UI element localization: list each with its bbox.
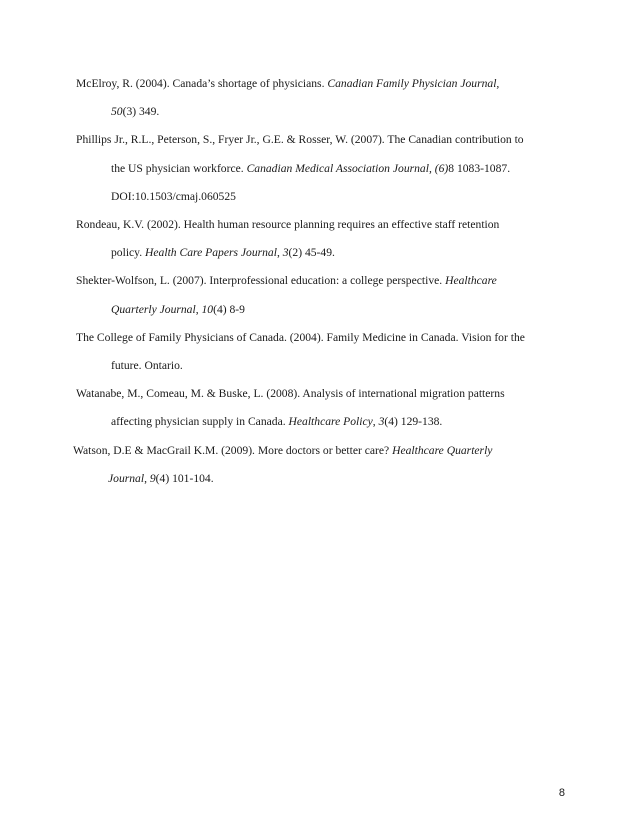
reference-text: (3) 349.: [122, 105, 160, 119]
reference-first-line: [73, 437, 566, 465]
reference-entry: [76, 211, 566, 267]
reference-text: ,: [372, 415, 379, 429]
reference-entry: [76, 267, 566, 323]
reference-italic-text: 9: [149, 471, 156, 485]
reference-entry: [76, 324, 566, 380]
reference-italic-text: Canadian Family Physician Journal,: [327, 77, 500, 90]
reference-italic-text: 3: [378, 415, 385, 429]
reference-text: ,: [195, 302, 202, 316]
reference-continuation-line: [111, 239, 566, 267]
reference-text: the US physician workforce.: [111, 161, 247, 175]
reference-continuation-line: [111, 183, 566, 211]
reference-italic-text: Healthcare: [445, 274, 497, 288]
reference-text: McElroy, R. (2004). Canada’s shortage of physicians.: [76, 77, 328, 90]
reference-continuation-line: [111, 296, 566, 324]
reference-first-line: [76, 211, 566, 239]
reference-first-line: [76, 324, 566, 352]
reference-text: (4) 129-138.: [384, 415, 443, 429]
reference-continuation-line: [111, 98, 566, 126]
reference-italic-text: 3: [282, 246, 289, 260]
reference-continuation-line: [111, 352, 566, 380]
reference-italic-text: 50: [111, 105, 123, 119]
reference-continuation-line: [108, 465, 566, 493]
reference-italic-text: Canadian Medical Association Journal, (6): [246, 161, 449, 175]
reference-italic-text: Healthcare Policy: [288, 415, 373, 429]
reference-text: Watson, D.E & MacGrail K.M. (2009). More doctors or better care?: [73, 443, 393, 457]
reference-first-line: [76, 126, 566, 154]
page-number: 8: [558, 787, 565, 799]
reference-text: ,: [144, 471, 150, 485]
reference-italic-text: Journal: [108, 471, 145, 485]
reference-text: future. Ontario.: [111, 359, 183, 373]
reference-first-line: [76, 267, 566, 295]
reference-entry: [76, 70, 566, 126]
reference-text: ,: [276, 246, 283, 260]
reference-continuation-line: [111, 155, 566, 183]
reference-entry: [76, 126, 566, 211]
reference-text: Shekter-Wolfson, L. (2007). Interprofessional education: a college perspective.: [76, 274, 446, 288]
reference-text: Watanabe, M., Comeau, M. & Buske, L. (2008). Analysis of international migration patterns: [76, 387, 505, 401]
reference-text: (2) 45-49.: [288, 246, 335, 260]
reference-text: Phillips Jr., R.L., Peterson, S., Fryer Jr., G.E. & Rosser, W. (2007). The Canadian contribution to: [76, 133, 524, 147]
reference-italic-text: Healthcare Quarterly: [392, 443, 493, 457]
reference-text: affecting physician supply in Canada.: [111, 415, 289, 429]
reference-italic-text: Quarterly Journal: [111, 302, 196, 316]
reference-text: The College of Family Physicians of Canada. (2004). Family Medicine in Canada. Vision for the: [76, 330, 525, 344]
reference-text: 8 1083-1087.: [448, 161, 511, 175]
reference-first-line: [76, 380, 566, 408]
reference-continuation-line: [111, 408, 566, 436]
reference-text: (4) 101-104.: [155, 471, 214, 485]
reference-text: policy.: [111, 246, 146, 260]
reference-italic-text: Health Care Papers Journal: [145, 246, 277, 260]
reference-text: Rondeau, K.V. (2002). Health human resource planning requires an effective staff retention: [76, 218, 500, 232]
reference-list: [73, 70, 566, 493]
reference-entry: [76, 380, 566, 436]
reference-entry: [73, 437, 566, 493]
reference-first-line: [76, 70, 566, 98]
reference-italic-text: 10: [201, 302, 214, 316]
reference-text: DOI:10.1503/cmaj.060525: [111, 189, 236, 203]
reference-text: (4) 8-9: [213, 302, 245, 316]
